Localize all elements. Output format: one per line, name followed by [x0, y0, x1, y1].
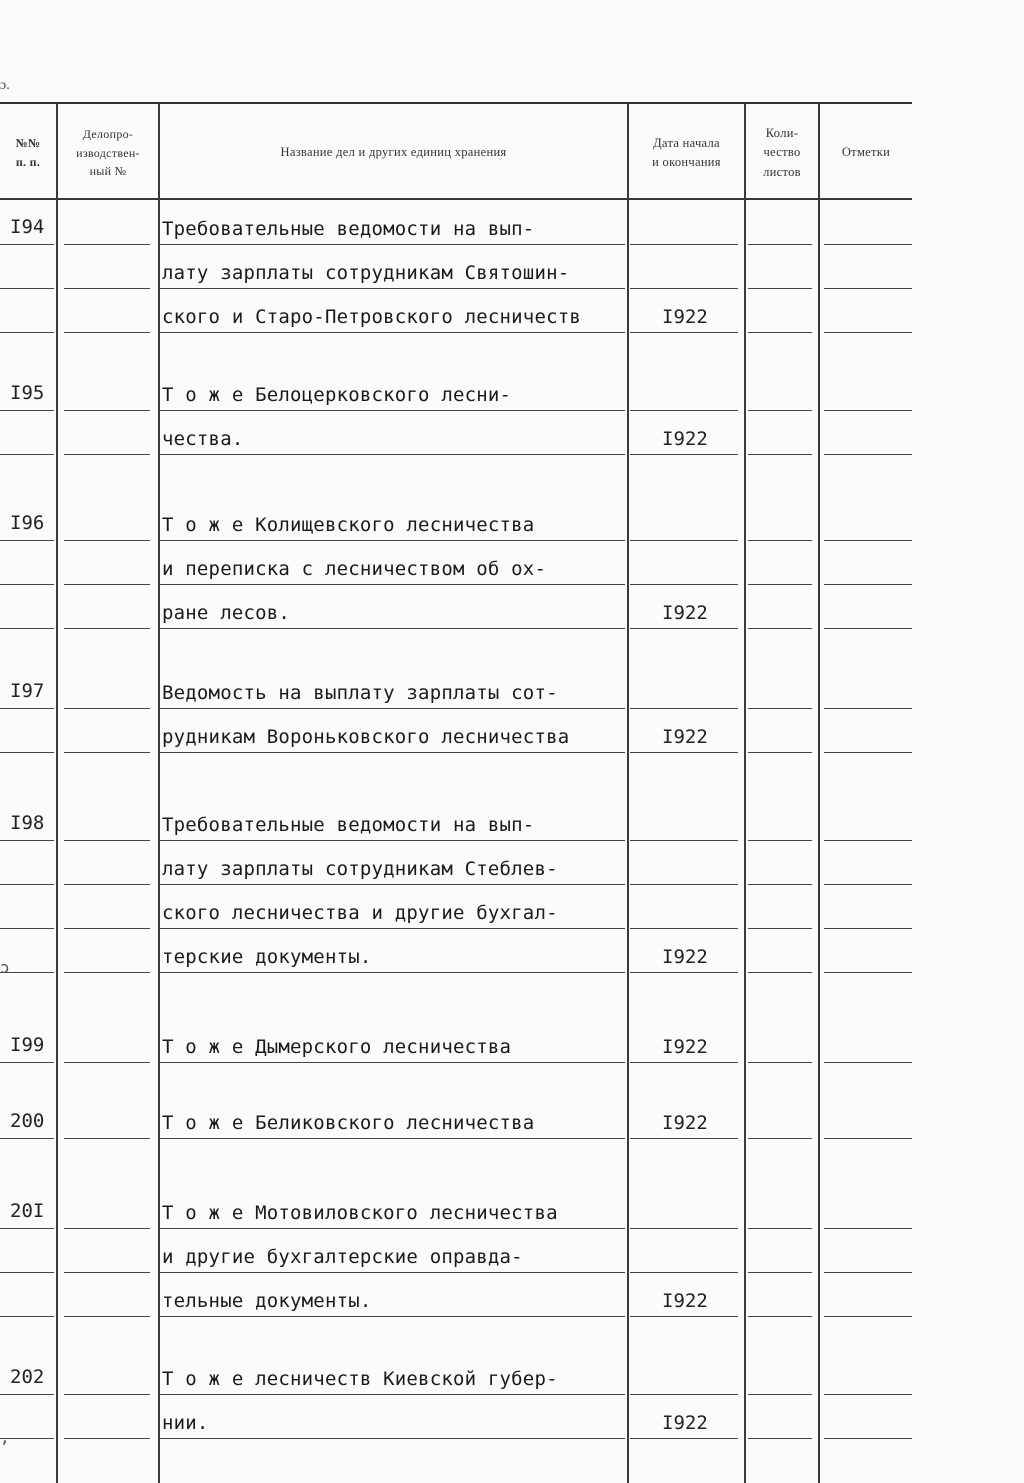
ruled-line: [824, 1438, 912, 1439]
entry-title-line: и другие бухгалтерские оправда-: [162, 1246, 523, 1268]
ruled-line: [0, 1394, 54, 1395]
ruled-line: [0, 708, 54, 709]
entry-number: 20I: [10, 1200, 45, 1222]
header-title: Название дел и других единиц хранения: [280, 145, 507, 160]
table-top-rule: [0, 102, 912, 104]
ruled-line: [748, 1438, 812, 1439]
entry-number: I98: [10, 812, 45, 834]
ruled-line: [630, 1316, 738, 1317]
ruled-line: [160, 244, 625, 245]
header-bottom-rule: [0, 198, 912, 200]
ruled-line: [64, 288, 150, 289]
ruled-line: [748, 1272, 812, 1273]
ruled-line: [824, 1394, 912, 1395]
ruled-line: [630, 454, 738, 455]
entry-title-line: Т о ж е Колищевского лесничества: [162, 514, 535, 536]
ruled-line: [824, 628, 912, 629]
ruled-line: [64, 1272, 150, 1273]
ruled-line: [748, 454, 812, 455]
ruled-line: [0, 288, 54, 289]
entry-title-line: Т о ж е Беликовского лесничества: [162, 1112, 535, 1134]
table-row: [0, 378, 920, 474]
margin-mark: ,: [0, 1428, 10, 1447]
ruled-line: [0, 244, 54, 245]
ruled-line: [630, 884, 738, 885]
ruled-line: [630, 1438, 738, 1439]
entry-date: I922: [662, 1412, 708, 1434]
ruled-line: [160, 454, 625, 455]
ruled-line: [64, 1062, 150, 1063]
ruled-line: [64, 840, 150, 841]
ruled-line: [0, 540, 54, 541]
entry-title-line: терские документы.: [162, 946, 372, 968]
ruled-line: [630, 708, 738, 709]
entry-title-line: нии.: [162, 1412, 209, 1434]
ruled-line: [160, 708, 625, 709]
ruled-line: [748, 1394, 812, 1395]
ruled-line: [630, 584, 738, 585]
entry-title-line: Т о ж е Мотовиловского лесничества: [162, 1202, 558, 1224]
ruled-line: [748, 884, 812, 885]
entry-date: I922: [662, 1036, 708, 1058]
entry-title-line: ского и Старо-Петровского лесничеств: [162, 306, 582, 328]
ruled-line: [0, 928, 54, 929]
entry-number: 200: [10, 1110, 45, 1132]
ruled-line: [630, 1228, 738, 1229]
ruled-line: [824, 928, 912, 929]
ruled-line: [160, 1138, 625, 1139]
entry-number: I95: [10, 382, 45, 404]
entry-title-line: Т о ж е Дымерского лесничества: [162, 1036, 512, 1058]
ruled-line: [824, 972, 912, 973]
entry-title-line: Ведомость на выплату зарплаты сот-: [162, 682, 558, 704]
ruled-line: [64, 332, 150, 333]
ruled-line: [824, 288, 912, 289]
ruled-line: [160, 972, 625, 973]
ruled-line: [630, 540, 738, 541]
ruled-line: [0, 584, 54, 585]
ruled-line: [64, 928, 150, 929]
entry-title-line: Требовательные ведомости на вып-: [162, 814, 535, 836]
entry-date: I922: [662, 306, 708, 328]
ruled-line: [160, 752, 625, 753]
ruled-line: [0, 332, 54, 333]
entry-title-line: и переписка с лесничеством об ох-: [162, 558, 547, 580]
ruled-line: [748, 288, 812, 289]
ruled-line: [160, 540, 625, 541]
ruled-line: [748, 708, 812, 709]
ruled-line: [824, 332, 912, 333]
ruled-line: [0, 1062, 54, 1063]
ruled-line: [630, 628, 738, 629]
ruled-line: [64, 540, 150, 541]
ruled-line: [824, 584, 912, 585]
ruled-line: [64, 1394, 150, 1395]
ruled-line: [0, 752, 54, 753]
ruled-line: [824, 1138, 912, 1139]
ruled-line: [0, 840, 54, 841]
entry-date: I922: [662, 726, 708, 748]
ruled-line: [824, 540, 912, 541]
table-row: [0, 508, 920, 648]
ruled-line: [630, 928, 738, 929]
ruled-line: [630, 410, 738, 411]
ruled-line: [160, 1316, 625, 1317]
ruled-line: [748, 1316, 812, 1317]
table-row: [0, 808, 920, 992]
ruled-line: [748, 1062, 812, 1063]
ruled-line: [824, 708, 912, 709]
ruled-line: [630, 244, 738, 245]
ruled-line: [748, 840, 812, 841]
ruled-line: [748, 1228, 812, 1229]
header-sheet-count: Коли- чество листов: [763, 125, 801, 179]
entry-date: I922: [662, 946, 708, 968]
entry-date: I922: [662, 1290, 708, 1312]
entry-title-line: Т о ж е Белоцерковского лесни-: [162, 384, 512, 406]
ruled-line: [630, 1394, 738, 1395]
ruled-line: [64, 410, 150, 411]
ruled-line: [748, 584, 812, 585]
ruled-line: [160, 884, 625, 885]
entry-number: I99: [10, 1034, 45, 1056]
header-dates: Дата начала и окончания: [652, 135, 721, 169]
margin-mark: ɔ: [0, 958, 10, 977]
ruled-line: [64, 1316, 150, 1317]
ruled-line: [630, 288, 738, 289]
header-notes: Отметки: [841, 145, 891, 160]
ruled-line: [630, 752, 738, 753]
entry-date: I922: [662, 602, 708, 624]
header-number: №№ п. п.: [15, 136, 41, 169]
ruled-line: [630, 332, 738, 333]
ruled-line: [64, 708, 150, 709]
table-row: [0, 1030, 920, 1082]
ruled-line: [160, 288, 625, 289]
entry-number: I94: [10, 216, 45, 238]
entry-title-line: Т о ж е лесничеств Киевской губер-: [162, 1368, 558, 1390]
table-row: [0, 1106, 920, 1158]
entry-title-line: ского лесничества и другие бухгал-: [162, 902, 558, 924]
ruled-line: [0, 628, 54, 629]
entry-number: I96: [10, 512, 45, 534]
ruled-line: [64, 1138, 150, 1139]
ruled-line: [64, 972, 150, 973]
ruled-line: [824, 840, 912, 841]
ruled-line: [630, 972, 738, 973]
ruled-line: [630, 1138, 738, 1139]
ruled-line: [824, 454, 912, 455]
ruled-line: [748, 1138, 812, 1139]
ruled-line: [64, 752, 150, 753]
ruled-line: [824, 1272, 912, 1273]
ruled-line: [630, 840, 738, 841]
ruled-line: [64, 244, 150, 245]
entry-date: I922: [662, 1112, 708, 1134]
ruled-line: [160, 1438, 625, 1439]
entry-title-line: лату зарплаты сотрудникам Стеблев-: [162, 858, 558, 880]
ruled-line: [824, 1316, 912, 1317]
entry-title-line: лату зарплаты сотрудникам Святошин-: [162, 262, 570, 284]
ruled-line: [824, 244, 912, 245]
table-row: [0, 212, 920, 352]
header-office-number: Делопро- изводствен- ный №: [76, 127, 140, 179]
ruled-line: [64, 1228, 150, 1229]
ruled-line: [630, 1062, 738, 1063]
ruled-line: [0, 1272, 54, 1273]
ruled-line: [64, 884, 150, 885]
ruled-line: [748, 752, 812, 753]
ruled-line: [0, 1316, 54, 1317]
ruled-line: [64, 584, 150, 585]
ruled-line: [748, 628, 812, 629]
ruled-line: [748, 928, 812, 929]
ruled-line: [64, 1438, 150, 1439]
entry-number: 202: [10, 1366, 45, 1388]
entry-title-line: чества.: [162, 428, 244, 450]
table-row: [0, 1196, 920, 1336]
table-row: [0, 676, 920, 772]
ruled-line: [824, 884, 912, 885]
ruled-line: [748, 332, 812, 333]
ruled-line: [748, 410, 812, 411]
ruled-line: [160, 410, 625, 411]
ruled-line: [160, 332, 625, 333]
entry-title-line: рудникам Вороньковского лесничества: [162, 726, 570, 748]
entry-title-line: ране лесов.: [162, 602, 291, 624]
ruled-line: [824, 1062, 912, 1063]
table-row: [0, 1362, 920, 1458]
ruled-line: [160, 584, 625, 585]
entry-title-line: Требовательные ведомости на вып-: [162, 218, 535, 240]
ruled-line: [0, 1228, 54, 1229]
ruled-line: [160, 928, 625, 929]
ruled-line: [0, 884, 54, 885]
ruled-line: [64, 454, 150, 455]
ruled-line: [160, 1272, 625, 1273]
ruled-line: [160, 1228, 625, 1229]
entry-number: I97: [10, 680, 45, 702]
ruled-line: [824, 752, 912, 753]
ruled-line: [824, 410, 912, 411]
ruled-line: [160, 628, 625, 629]
ruled-line: [160, 840, 625, 841]
ruled-line: [64, 628, 150, 629]
ruled-line: [0, 454, 54, 455]
ruled-line: [630, 1272, 738, 1273]
ruled-line: [0, 410, 54, 411]
page-corner-mark: ɔ.: [0, 78, 10, 93]
ruled-line: [0, 1138, 54, 1139]
ruled-line: [748, 540, 812, 541]
ruled-line: [160, 1394, 625, 1395]
entry-date: I922: [662, 428, 708, 450]
ruled-line: [748, 244, 812, 245]
ruled-line: [824, 1228, 912, 1229]
ruled-line: [160, 1062, 625, 1063]
ruled-line: [748, 972, 812, 973]
entry-title-line: тельные документы.: [162, 1290, 372, 1312]
